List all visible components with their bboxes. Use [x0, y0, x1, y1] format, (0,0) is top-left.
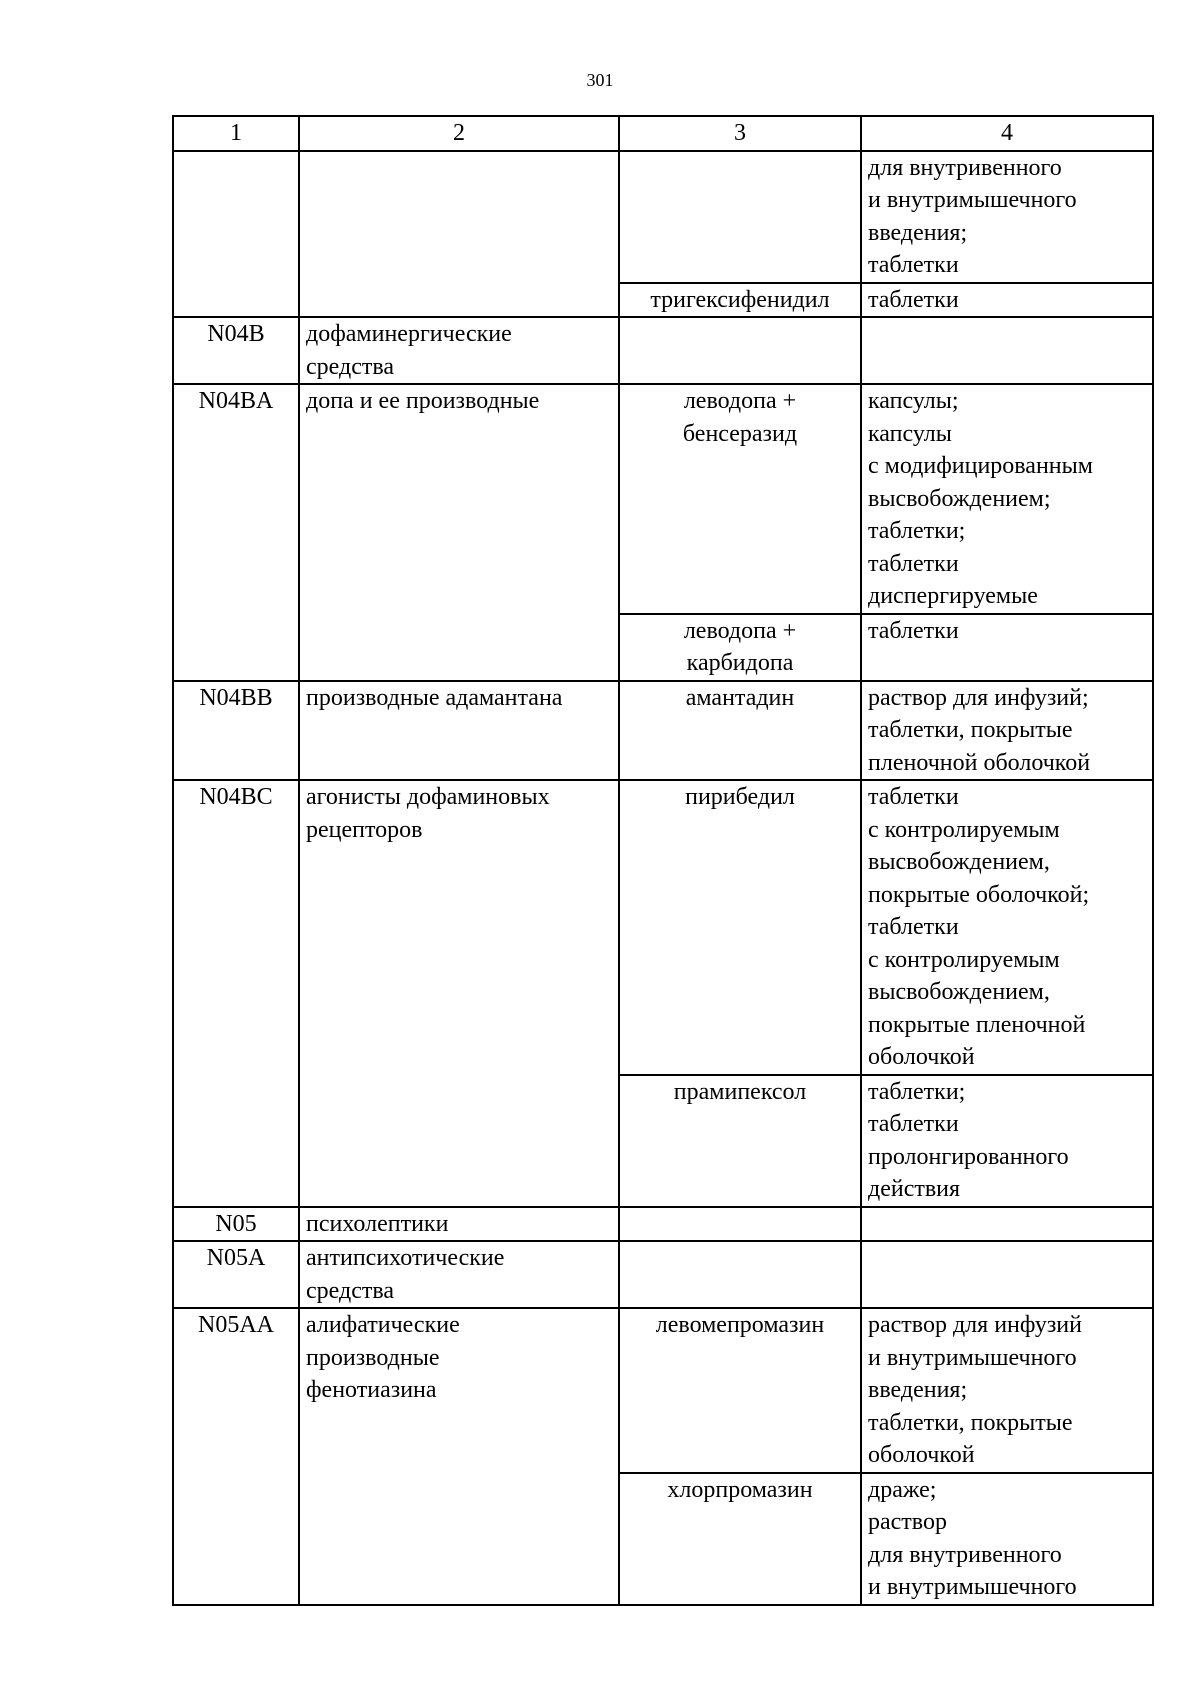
- atc-code-cell: N05: [173, 1207, 299, 1242]
- table-row: [173, 1207, 1153, 1242]
- atc-code-cell: N04B: [173, 317, 299, 384]
- table-row: [173, 681, 1153, 781]
- table-header-row: [173, 116, 1153, 151]
- drug-table: [172, 115, 1154, 1606]
- dosage-form-cell: таблетки; таблетки пролонгированного действия: [861, 1075, 1153, 1207]
- drug-cell: леводопа + карбидопа: [619, 614, 861, 681]
- table-row: [173, 317, 1153, 384]
- drug-cell: [619, 151, 861, 283]
- page-number: 301: [586, 70, 614, 90]
- group-cell: алифатические производные фенотиазина: [299, 1308, 619, 1605]
- atc-code-cell: [173, 151, 299, 318]
- dosage-form-cell: капсулы; капсулы с модифицированным высвобождением; таблетки; таблетки диспергируемые: [861, 384, 1153, 614]
- dosage-form-cell: таблетки с контролируемым высвобождением, покрытые оболочкой; таблетки с контролируемым высвобождением, покрытые пленочной оболочкой: [861, 780, 1153, 1075]
- group-cell: производные адамантана: [299, 681, 619, 781]
- drug-cell: [619, 1241, 861, 1308]
- dosage-form-cell: [861, 1207, 1153, 1242]
- drug-cell: прамипексол: [619, 1075, 861, 1207]
- group-cell: агонисты дофаминовых рецепторов: [299, 780, 619, 1207]
- header-cell: 1: [173, 116, 299, 151]
- header-cell: 3: [619, 116, 861, 151]
- dosage-form-cell: [861, 1241, 1153, 1308]
- table-row: [173, 1308, 1153, 1473]
- header-cell: 4: [861, 116, 1153, 151]
- table-row: [173, 151, 1153, 283]
- drug-cell: тригексифенидил: [619, 283, 861, 318]
- table-row: [173, 384, 1153, 614]
- dosage-form-cell: для внутривенного и внутримышечного введения; таблетки: [861, 151, 1153, 283]
- group-cell: дофаминергические средства: [299, 317, 619, 384]
- group-cell: психолептики: [299, 1207, 619, 1242]
- group-cell: [299, 151, 619, 318]
- drug-cell: [619, 1207, 861, 1242]
- drug-cell: леводопа + бенсеразид: [619, 384, 861, 614]
- table-row: [173, 780, 1153, 1075]
- group-cell: допа и ее производные: [299, 384, 619, 681]
- group-cell: антипсихотические средства: [299, 1241, 619, 1308]
- drug-cell: амантадин: [619, 681, 861, 781]
- header-cell: 2: [299, 116, 619, 151]
- drug-cell: хлорпромазин: [619, 1473, 861, 1605]
- atc-code-cell: N04BA: [173, 384, 299, 681]
- dosage-form-cell: таблетки: [861, 614, 1153, 681]
- dosage-form-cell: драже; раствор для внутривенного и внутримышечного: [861, 1473, 1153, 1605]
- dosage-form-cell: раствор для инфузий; таблетки, покрытые пленочной оболочкой: [861, 681, 1153, 781]
- drug-cell: левомепромазин: [619, 1308, 861, 1473]
- atc-code-cell: N04BC: [173, 780, 299, 1207]
- drug-cell: [619, 317, 861, 384]
- dosage-form-cell: таблетки: [861, 283, 1153, 318]
- atc-code-cell: N05A: [173, 1241, 299, 1308]
- drug-cell: пирибедил: [619, 780, 861, 1075]
- atc-code-cell: N05AA: [173, 1308, 299, 1605]
- atc-code-cell: N04BB: [173, 681, 299, 781]
- dosage-form-cell: [861, 317, 1153, 384]
- table-row: [173, 1241, 1153, 1308]
- dosage-form-cell: раствор для инфузий и внутримышечного введения; таблетки, покрытые оболочкой: [861, 1308, 1153, 1473]
